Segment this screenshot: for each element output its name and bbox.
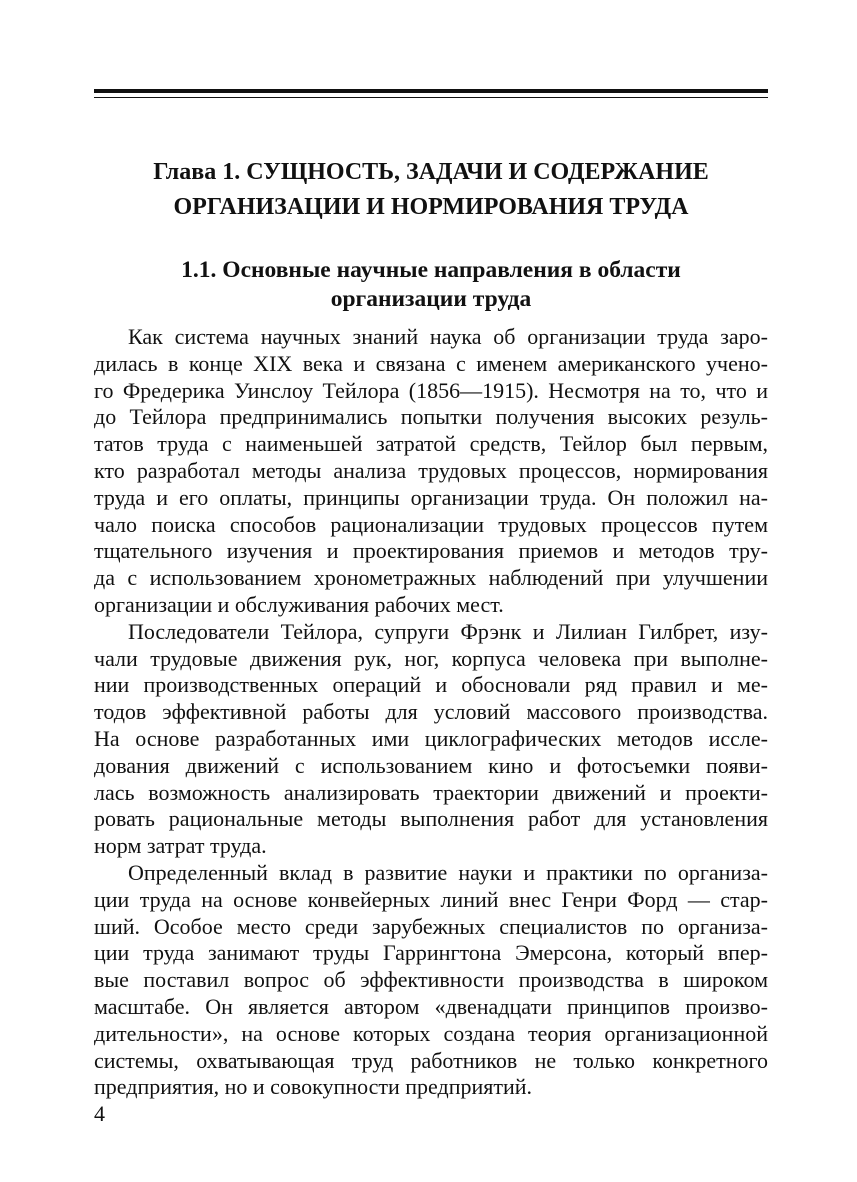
chapter-title-line: Глава 1. СУЩНОСТЬ, ЗАДАЧИ И СОДЕРЖАНИЕ: [153, 159, 709, 185]
text-line: Как система научных знаний наука об организации труда заро-: [128, 324, 768, 349]
text-line: нии производственных операций и обосновали ряд правил и ме-: [94, 672, 768, 698]
text-line: татов труда с наименьшей затратой средств, Тейлор был первым,: [94, 431, 768, 457]
text-line: дования движений с использованием кино и фотосъемки появи-: [94, 752, 768, 778]
text-line: ции труда занимают труды Гаррингтона Эмерсона, который впер-: [94, 940, 768, 966]
header-rule-thin: [94, 97, 768, 98]
section-title-line: организации труда: [330, 286, 532, 312]
chapter-title: [94, 155, 768, 225]
text-line: системы, охватывающая труд работников не только конкретного: [94, 1047, 768, 1073]
text-line: труда и его оплаты, принципы организации труда. Он положил на-: [94, 484, 768, 510]
text-line: ровать рациональные методы выполнения работ для установления: [94, 806, 768, 832]
text-line: Определенный вклад в развитие науки и практики по организа-: [128, 859, 768, 885]
text-line: предприятия, но и совокупности предприятий.: [94, 1074, 533, 1100]
text-line: тодов эффективной работы для условий массового производства.: [94, 699, 768, 725]
header-rule-thick: [94, 89, 768, 93]
text-line: дилась в конце XIX века и связана с именем американского учено-: [94, 350, 768, 376]
text-line: тщательного изучения и проектирования приемов и методов тру-: [94, 538, 768, 564]
text-line: чали трудовые движения рук, ног, корпуса человека при выполне-: [94, 645, 768, 671]
text-line: организации и обслуживания рабочих мест.: [94, 591, 504, 617]
text-line: ции труда на основе конвейерных линий внес Генри Форд — стар-: [94, 886, 768, 912]
text-line: На основе разработанных ими циклографических методов иссле-: [94, 725, 768, 751]
text-line: вые поставил вопрос об эффективности производства в широком: [94, 967, 768, 993]
text-line: чало поиска способов рационализации трудовых процессов путем: [94, 511, 768, 537]
body-text: [94, 324, 768, 1101]
paragraph: [94, 619, 768, 860]
text-line: го Фредерика Уинслоу Тейлора (1856—1915). Несмотря на то, что и: [94, 377, 768, 403]
text-line: кто разработал методы анализа трудовых процессов, нормирования: [94, 457, 768, 483]
text-line: масштабе. Он является автором «двенадцати принципов произво-: [94, 993, 768, 1019]
text-line: до Тейлора предпринимались попытки получения высоких резуль-: [94, 404, 768, 430]
page-number: 4: [94, 1101, 105, 1126]
paragraph: [94, 324, 768, 619]
text-line: Последователи Тейлора, супруги Фрэнк и Лилиан Гилбрет, изу-: [128, 618, 768, 644]
section-title-line: 1.1. Основные научные направления в области: [181, 257, 681, 283]
chapter-title-line: ОРГАНИЗАЦИИ И НОРМИРОВАНИЯ ТРУДА: [173, 194, 689, 220]
section-title: [94, 256, 768, 314]
text-line: ший. Особое место среди зарубежных специалистов по организа-: [94, 913, 768, 939]
text-line: лась возможность анализировать траектории движений и проекти-: [94, 779, 768, 805]
text-line: норм затрат труда.: [94, 833, 267, 859]
text-line: дительности», на основе которых создана теория организационной: [94, 1020, 768, 1046]
paragraph: [94, 860, 768, 1101]
text-line: да с использованием хронометражных наблюдений при улучшении: [94, 565, 768, 591]
